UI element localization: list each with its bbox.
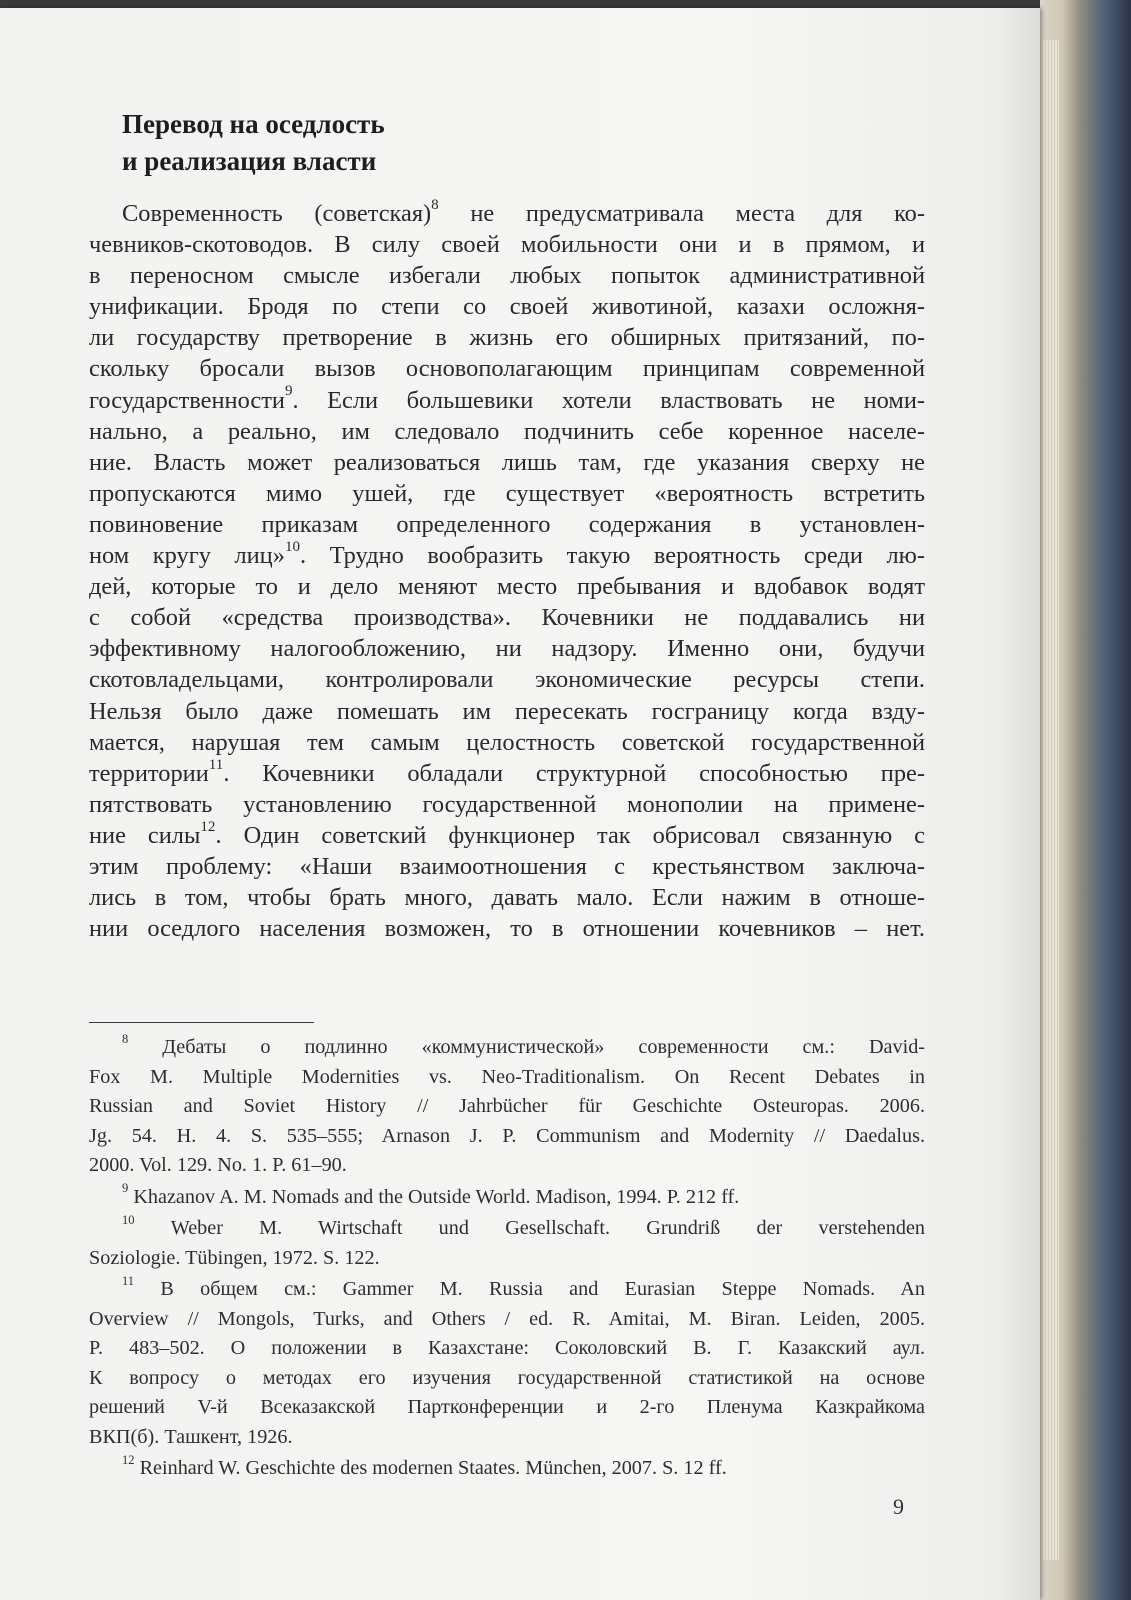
footnote-line — [89, 1033, 925, 1063]
footnote-line — [89, 1334, 925, 1364]
body-line — [89, 758, 925, 789]
footnote-text: Дебаты о подлинно «коммунистической» современности см.: David- — [162, 1036, 926, 1058]
footnote-separator — [89, 1022, 314, 1023]
body-line — [89, 727, 925, 758]
footnote-number: 8 — [122, 1031, 129, 1046]
footnote-11 — [89, 1275, 925, 1452]
body-text-run: государственности — [89, 386, 285, 414]
footnote-number: 12 — [122, 1452, 135, 1467]
body-line — [89, 291, 925, 322]
footnote-line — [89, 1122, 925, 1152]
body-text-run: повиновение приказам определенного содержания в установлен- — [89, 510, 925, 538]
footnote-text: Weber M. Wirtschaft und Gesellschaft. Grundriß der verstehenden — [170, 1217, 926, 1239]
heading-line-2: и реализация власти — [122, 146, 377, 176]
footnote-ref: 9 — [284, 383, 293, 400]
body-text-run: . Трудно вообразить такую вероятность среди лю- — [300, 542, 925, 570]
body-line — [89, 229, 925, 260]
body-text-run: скотовладельцами, контролировали экономические ресурсы степи. — [89, 666, 925, 694]
body-text-run: территории — [89, 759, 209, 787]
footnote-text: Soziologie. Tübingen, 1972. S. 122. — [89, 1246, 380, 1269]
footnote-text: Reinhard W. Geschichte des modernen Staates. München, 2007. S. 12 ff. — [139, 1457, 727, 1479]
footnote-gap — [89, 1484, 925, 1486]
footnote-line — [89, 1151, 925, 1181]
body-text-run: . Один советский функционер так обрисовал связанную с — [215, 821, 925, 849]
footnote-line — [89, 1244, 925, 1274]
body-text-run: пятствовать установлению государственной монополии на примене- — [89, 790, 925, 818]
body-line — [89, 851, 925, 882]
footnote-ref: 10 — [284, 538, 301, 555]
footnote-text: Jg. 54. H. 4. S. 535–555; Arnason J. P. Communism and Modernity // Daedalus. — [89, 1124, 925, 1147]
body-text-run: унификации. Бродя по степи со своей животиной, казахи осложня- — [89, 293, 925, 321]
body-line — [89, 260, 925, 291]
footnote-number: 9 — [122, 1181, 129, 1196]
body-line — [89, 540, 925, 571]
footnote-text: Khazanov A. M. Nomads and the Outside World. Madison, 1994. P. 212 ff. — [133, 1185, 740, 1208]
footnote-ref: 8 — [431, 196, 439, 213]
footnote-text: 2000. Vol. 129. No. 1. P. 61–90. — [89, 1154, 347, 1176]
body-text-run: в переносном смысле избегали любых попыток административной — [89, 262, 925, 290]
footnote-line — [89, 1214, 925, 1244]
footnote-text: Overview // Mongols, Turks, and Others / ed. R. Amitai, M. Biran. Leiden, 2005. — [89, 1307, 925, 1330]
body-line — [89, 198, 925, 229]
footnote-line — [89, 1275, 925, 1305]
body-text-run: с собой «средства производства». Кочевники не поддавались ни — [89, 604, 925, 632]
body-text-run: ние. Власть может реализоваться лишь там, где указания сверху не — [89, 448, 925, 476]
footnote-9 — [89, 1183, 925, 1213]
body-text-run: мается, нарушая тем самым целостность советской государственной — [89, 728, 925, 756]
footnote-line — [89, 1393, 925, 1423]
body-line — [89, 509, 925, 540]
body-line — [89, 385, 925, 416]
footnote-12 — [89, 1454, 925, 1484]
body-text-run: Современность (советская) — [122, 200, 432, 227]
section-heading — [122, 106, 822, 180]
footnote-line — [89, 1183, 925, 1213]
page-number: 9 — [893, 1494, 904, 1519]
footnote-text: решений V-й Всеказакской Партконференции и 2-го Пленума Казкрайкома — [89, 1396, 925, 1418]
body-line — [89, 696, 925, 727]
footnote-line — [89, 1305, 925, 1335]
footnote-line — [89, 1092, 925, 1122]
heading-line-1: Перевод на оседлость — [122, 109, 385, 139]
footnote-text: Russian and Soviet History // Jahrbücher für Geschichte Osteuropas. 2006. — [89, 1095, 925, 1117]
footnote-number: 10 — [122, 1212, 135, 1227]
body-text-run: не предусматривала места для ко- — [438, 200, 925, 227]
body-text-run: . Если большевики хотели властвовать не номи- — [292, 386, 925, 414]
body-text-run: скольку бросали вызов основополагающим принципам современной — [89, 355, 925, 383]
footnote-ref: 12 — [200, 818, 216, 835]
page-stack-edge — [1043, 40, 1059, 1560]
footnote-8 — [89, 1033, 925, 1181]
body-text-run: нии оседлого населения возможен, то в отношении кочевников – нет. — [89, 915, 925, 943]
body-text-run: ние силы — [89, 821, 201, 849]
body-line — [89, 353, 925, 384]
body-line — [89, 571, 925, 602]
body-text-run: этим проблему: «Наши взаимоотношения с крестьянством заключа- — [89, 852, 925, 880]
body-line — [89, 322, 925, 353]
body-text-run: чевников-скотоводов. В силу своей мобильности они и в прямом, и — [89, 231, 925, 259]
body-line — [89, 789, 925, 820]
body-line — [89, 633, 925, 664]
body-line — [89, 882, 925, 913]
body-paragraph — [89, 198, 925, 944]
footnote-10 — [89, 1214, 925, 1273]
body-text-run: нально, а реально, им следовало подчинить себе коренное населе- — [89, 417, 925, 445]
body-line — [89, 820, 925, 851]
body-line — [89, 478, 925, 509]
body-text-run: эффективному налогообложению, ни надзору. Именно они, будучи — [89, 635, 925, 663]
footnote-ref: 11 — [208, 756, 224, 773]
body-text-run: ном кругу лиц» — [89, 542, 285, 570]
footnote-line — [89, 1454, 925, 1484]
footnote-line — [89, 1063, 925, 1093]
footnote-line — [89, 1423, 925, 1453]
footnote-text: К вопросу о методах его изучения государственной статистикой на основе — [89, 1366, 925, 1389]
body-text-run: пропускаются мимо ушей, где существует «вероятность встретить — [89, 479, 925, 507]
footnote-number: 11 — [122, 1273, 135, 1288]
body-line — [89, 447, 925, 478]
footnotes — [89, 1033, 925, 1486]
body-text-run: лись в том, чтобы брать много, давать мало. Если нажим в отноше- — [89, 884, 925, 912]
body-line — [89, 602, 925, 633]
footnote-line — [89, 1364, 925, 1394]
body-text-run: дей, которые то и дело меняют место пребывания и вдобавок водят — [89, 573, 925, 601]
body-line — [89, 664, 925, 695]
footnote-text: В общем см.: Gammer M. Russia and Eurasian Steppe Nomads. An — [160, 1278, 926, 1300]
body-text-run: Нельзя было даже помешать им пересекать госграницу когда взду- — [89, 697, 925, 725]
body-text-run: . Кочевники обладали структурной способностью пре- — [223, 759, 925, 787]
footnote-text: P. 483–502. О положении в Казахстане: Соколовский В. Г. Казакский аул. — [89, 1337, 925, 1359]
body-line — [89, 416, 925, 447]
footnote-text: Fox M. Multiple Modernities vs. Neo-Traditionalism. On Recent Debates in — [89, 1065, 925, 1088]
body-line — [89, 913, 925, 944]
footnote-text: ВКП(б). Ташкент, 1926. — [89, 1425, 293, 1448]
body-text-run: ли государству претворение в жизнь его обширных притязаний, по- — [89, 324, 925, 352]
